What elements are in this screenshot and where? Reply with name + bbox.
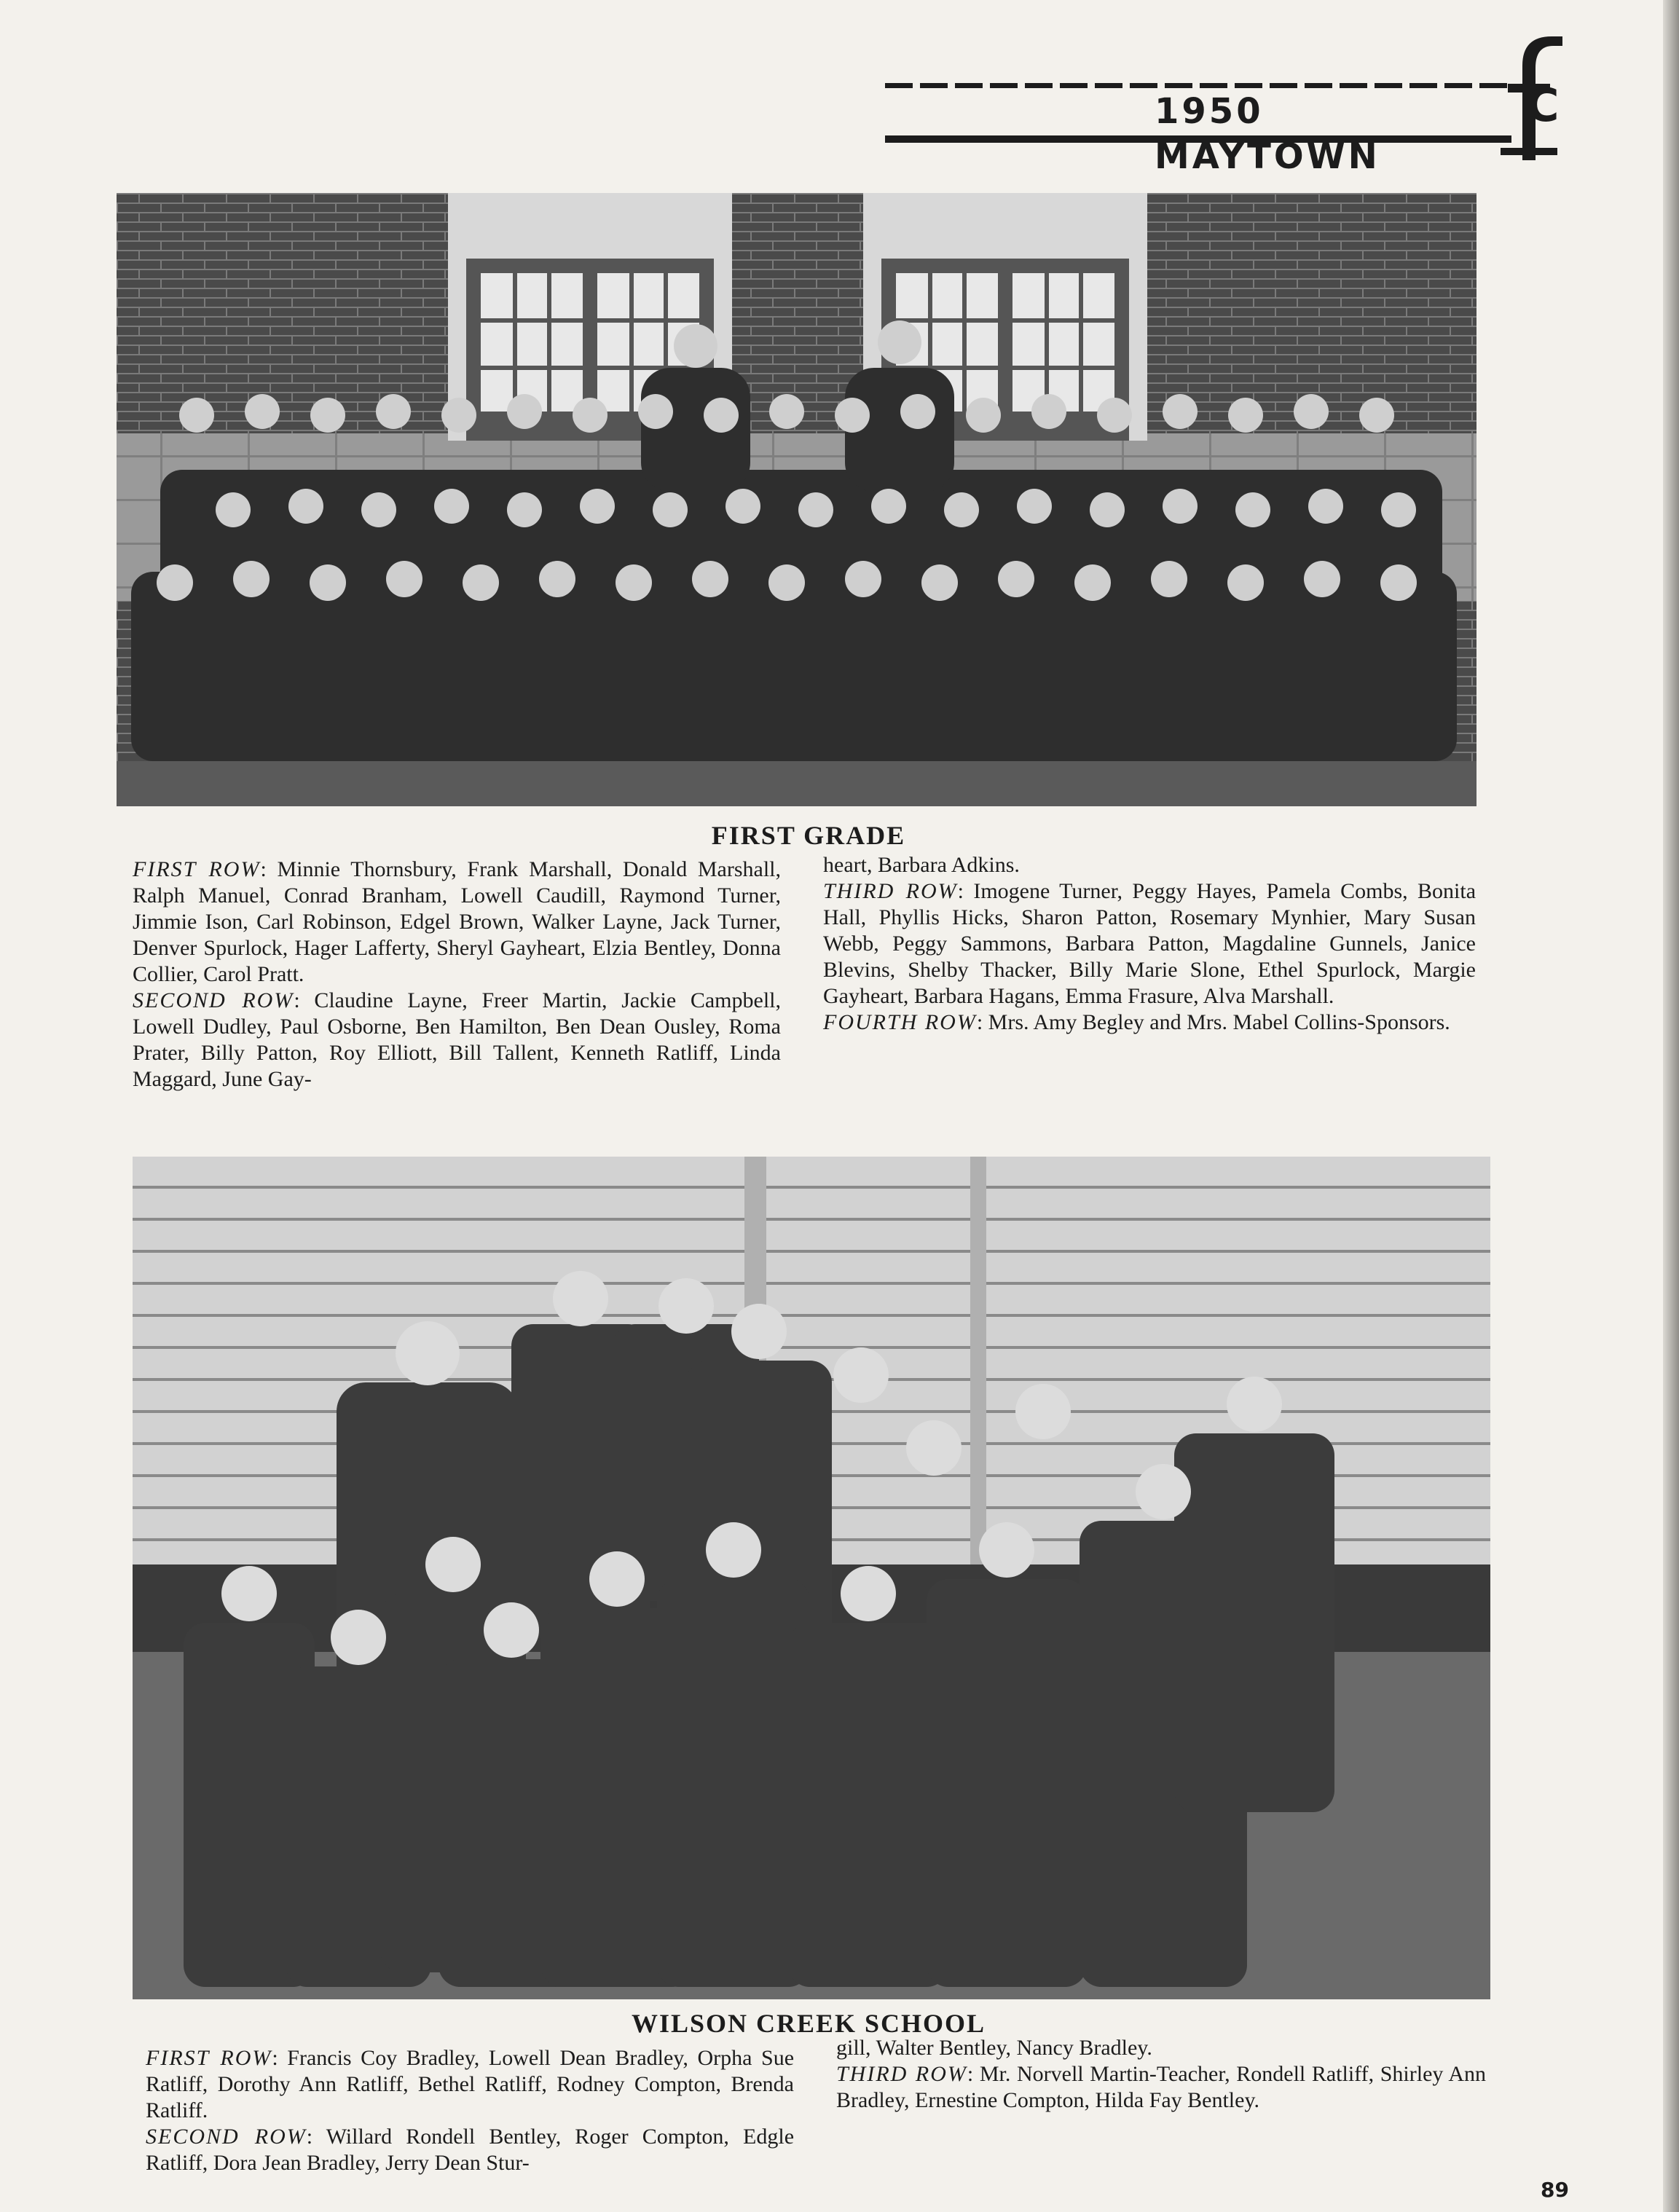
- row-names: : Minnie Thornsbury, Frank Marshall, Donald Marshall, Ralph Manuel, Conrad Branham, Lowell Caudill, Raymond Turner, Jimmie Ison, Carl Robinson, Edgel Brown, Walker Layne, Jack Turner, Denver Spurlock, Hager Lafferty, Sheryl Gayheart, Elzia Bentley, Donna Collier, Carol Pratt.: [133, 857, 782, 986]
- caption-paragraph: [823, 852, 1476, 878]
- header-title: 1950 MAYTOWN: [1155, 91, 1380, 177]
- first-grade-photo: [117, 193, 1477, 806]
- logo-letter: C: [1526, 79, 1560, 132]
- row-names: heart, Barbara Adkins.: [823, 853, 1020, 877]
- row-label: SECOND ROW: [133, 988, 294, 1012]
- caption-paragraph: [133, 988, 781, 1093]
- first-grade-caption-left: [133, 857, 781, 1093]
- caption-paragraph: [146, 2124, 794, 2176]
- row-names: gill, Walter Bentley, Nancy Bradley.: [836, 2036, 1152, 2060]
- wilson-creek-caption-left: [146, 2045, 794, 2176]
- section-title-wilson-creek: WILSON CREEK SCHOOL: [631, 2009, 986, 2038]
- wilson-creek-caption-right: [836, 2035, 1486, 2114]
- section-title-first-grade: FIRST GRADE: [711, 821, 906, 850]
- row-names: : Imogene Turner, Peggy Hayes, Pamela Combs, Bonita Hall, Phyllis Hicks, Sharon Patton, Rosemary Mynhier, Mary Susan Webb, Peggy Sammons, Barbara Patton, Magdaline Gunnels, Janice Blevins, Shelby Thacker, Billy Marie Slone, Ethel Spurlock, Margie Gayheart, Barbara Hagans, Emma Frasure, Alva Marshall.: [823, 879, 1477, 1008]
- binding-edge: [1663, 0, 1679, 2212]
- row-label: THIRD ROW: [836, 2062, 967, 2086]
- caption-paragraph: [133, 857, 781, 988]
- row-names: : Claudine Layne, Freer Martin, Jackie Campbell, Lowell Dudley, Paul Osborne, Ben Hamilton, Ben Dean Ousley, Roma Prater, Billy Patton, Roy Elliott, Bill Tallent, Kenneth Ratliff, Linda Maggard, June Gay-: [133, 988, 781, 1091]
- row-names: : Willard Rondell Bentley, Roger Compton, Edgle Ratliff, Dora Jean Bradley, Jerry Dean Stur-: [146, 2125, 795, 2175]
- row-names: : Mr. Norvell Martin-Teacher, Rondell Ratliff, Shirley Ann Bradley, Ernestine Compton, Hilda Fay Bentley.: [836, 2062, 1487, 2112]
- row-names: : Mrs. Amy Begley and Mrs. Mabel Collins-Sponsors.: [976, 1010, 1450, 1034]
- caption-paragraph: [823, 1009, 1476, 1036]
- row-names: : Francis Coy Bradley, Lowell Dean Bradley, Orpha Sue Ratliff, Dorothy Ann Ratliff, Bethel Ratliff, Rodney Compton, Brenda Ratliff.: [146, 2046, 795, 2122]
- row-label: FOURTH ROW: [823, 1010, 977, 1034]
- caption-paragraph: [836, 2035, 1486, 2061]
- row-label: FIRST ROW: [146, 2046, 272, 2070]
- page-number: 89: [1541, 2178, 1569, 2202]
- caption-paragraph: [836, 2061, 1486, 2114]
- row-label: SECOND ROW: [146, 2125, 307, 2149]
- caption-paragraph: [146, 2045, 794, 2124]
- row-label: FIRST ROW: [133, 857, 261, 881]
- caption-paragraph: [823, 878, 1476, 1009]
- row-label: THIRD ROW: [823, 879, 958, 903]
- wilson-creek-photo: [133, 1157, 1490, 1999]
- header-dashed-rule: [885, 83, 1511, 88]
- first-grade-caption-right: [823, 852, 1476, 1036]
